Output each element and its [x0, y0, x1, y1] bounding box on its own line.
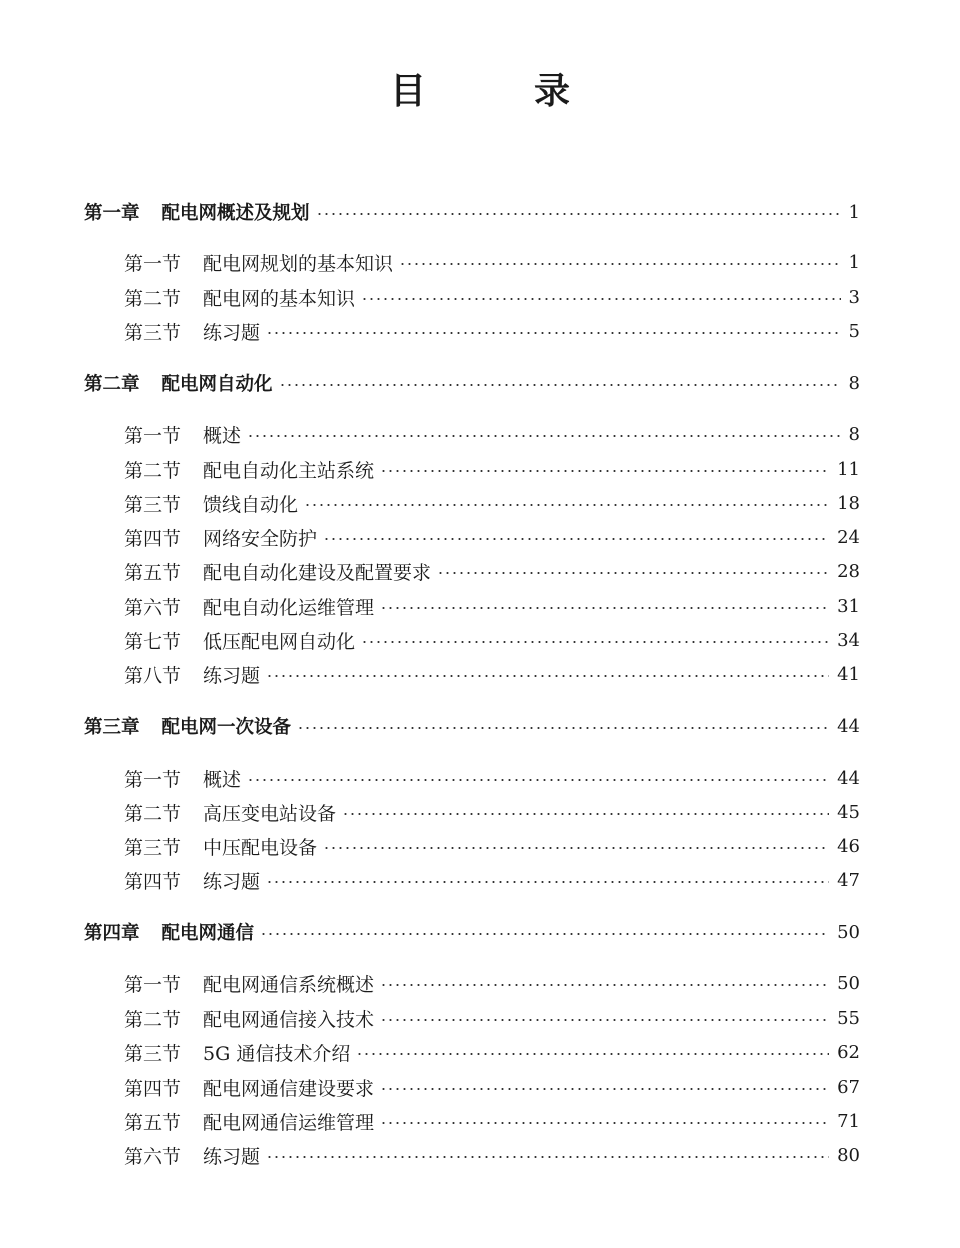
chapter-number: 第二章	[84, 374, 140, 395]
section-title: 练习题	[203, 664, 261, 687]
section-title: 配电网通信建设要求	[203, 1077, 375, 1100]
toc-section-entry[interactable]	[0, 247, 960, 277]
page-number: 41	[837, 663, 860, 685]
toc-section-entry[interactable]	[0, 556, 960, 586]
page-number: 71	[837, 1110, 860, 1132]
section-number: 第三节	[124, 1042, 182, 1065]
toc-section-entry[interactable]	[0, 797, 960, 827]
section-number: 第一节	[124, 768, 182, 791]
section-number: 第二节	[124, 459, 182, 482]
section-number: 第六节	[124, 596, 182, 619]
toc-section-entry[interactable]	[0, 659, 960, 689]
toc-section-entry[interactable]	[0, 591, 960, 621]
section-title: 概述	[203, 424, 242, 447]
dot-leader	[323, 847, 829, 849]
section-title: 配电网的基本知识	[203, 287, 356, 310]
dot-leader	[361, 298, 841, 300]
chapter-number: 第四章	[84, 923, 140, 944]
dot-leader	[266, 1156, 829, 1158]
section-title: 配电网规划的基本知识	[203, 252, 394, 275]
dot-leader	[380, 607, 829, 609]
toc-section-entry[interactable]	[0, 522, 960, 552]
section-number: 第五节	[124, 561, 182, 584]
section-number: 第一节	[124, 973, 182, 996]
chapter-title: 配电网自动化	[161, 374, 273, 395]
toc-section-entry[interactable]	[0, 968, 960, 998]
section-title: 配电网通信系统概述	[203, 973, 375, 996]
toc-section-entry[interactable]	[0, 419, 960, 449]
section-title: 中压配电设备	[203, 836, 318, 859]
section-title: 配电自动化运维管理	[203, 596, 375, 619]
section-number: 第四节	[124, 870, 182, 893]
section-title: 网络安全防护	[203, 527, 318, 550]
page-number: 28	[837, 560, 860, 582]
page-number: 50	[837, 921, 860, 943]
section-title: 配电网通信运维管理	[203, 1111, 375, 1134]
toc-section-entry[interactable]	[0, 625, 960, 655]
page-number: 11	[837, 458, 860, 480]
section-number: 第四节	[124, 1077, 182, 1100]
toc-chapter-entry[interactable]	[0, 711, 960, 741]
toc-section-entry[interactable]	[0, 1140, 960, 1170]
section-title: 配电自动化建设及配置要求	[203, 561, 432, 584]
section-title: 5G 通信技术介绍	[203, 1042, 351, 1065]
page-number: 67	[837, 1076, 860, 1098]
section-number: 第六节	[124, 1145, 182, 1168]
dot-leader	[380, 470, 829, 472]
dot-leader	[323, 538, 829, 540]
dot-leader	[316, 213, 841, 215]
page-number: 80	[837, 1144, 860, 1166]
toc-section-entry[interactable]	[0, 454, 960, 484]
section-number: 第三节	[124, 493, 182, 516]
page-number: 44	[837, 715, 860, 737]
dot-leader	[297, 727, 829, 729]
section-number: 第二节	[124, 802, 182, 825]
toc-section-entry[interactable]	[0, 316, 960, 346]
dot-leader	[279, 384, 841, 386]
section-number: 第二节	[124, 287, 182, 310]
page-number: 47	[837, 869, 860, 891]
page-number: 5	[848, 320, 860, 342]
section-title: 练习题	[203, 1145, 261, 1168]
dot-leader	[247, 435, 841, 437]
dot-leader	[380, 984, 829, 986]
page-number: 24	[837, 526, 860, 548]
toc-section-entry[interactable]	[0, 1003, 960, 1033]
section-number: 第二节	[124, 1008, 182, 1031]
toc-section-entry[interactable]	[0, 865, 960, 895]
section-title: 低压配电网自动化	[203, 630, 356, 653]
page-number: 44	[837, 767, 860, 789]
page-number: 62	[837, 1041, 860, 1063]
section-title: 概述	[203, 768, 242, 791]
toc-section-entry[interactable]	[0, 763, 960, 793]
toc-chapter-entry[interactable]	[0, 197, 960, 227]
toc-section-entry[interactable]	[0, 282, 960, 312]
section-title: 馈线自动化	[203, 493, 299, 516]
dot-leader	[380, 1019, 829, 1021]
toc-section-entry[interactable]	[0, 1037, 960, 1067]
chapter-title: 配电网一次设备	[161, 717, 292, 738]
section-title: 高压变电站设备	[203, 802, 337, 825]
chapter-title: 配电网概述及规划	[161, 203, 310, 224]
dot-leader	[304, 504, 829, 506]
dot-leader	[266, 881, 829, 883]
page-number: 31	[837, 595, 860, 617]
dot-leader	[380, 1122, 829, 1124]
dot-leader	[266, 332, 841, 334]
section-number: 第三节	[124, 836, 182, 859]
section-number: 第八节	[124, 664, 182, 687]
toc-section-entry[interactable]	[0, 488, 960, 518]
dot-leader	[342, 813, 829, 815]
dot-leader	[247, 779, 829, 781]
page-number: 45	[837, 801, 860, 823]
section-title: 配电网通信接入技术	[203, 1008, 375, 1031]
section-number: 第四节	[124, 527, 182, 550]
page-number: 1	[848, 201, 860, 223]
chapter-number: 第一章	[84, 203, 140, 224]
page-number: 18	[837, 492, 860, 514]
section-number: 第三节	[124, 321, 182, 344]
toc-section-entry[interactable]	[0, 1106, 960, 1136]
dot-leader	[399, 263, 841, 265]
section-number: 第五节	[124, 1111, 182, 1134]
page-number: 3	[848, 286, 860, 308]
chapter-number: 第三章	[84, 717, 140, 738]
section-number: 第七节	[124, 630, 182, 653]
dot-leader	[266, 675, 829, 677]
dot-leader	[437, 572, 829, 574]
page-title: 目 录	[389, 71, 606, 112]
toc-chapter-entry[interactable]	[0, 917, 960, 947]
dot-leader	[260, 933, 829, 935]
section-title: 配电自动化主站系统	[203, 459, 375, 482]
toc-chapter-entry[interactable]	[0, 368, 960, 398]
page-number: 1	[848, 251, 860, 273]
toc-section-entry[interactable]	[0, 1072, 960, 1102]
section-title: 练习题	[203, 321, 261, 344]
chapter-title: 配电网通信	[161, 923, 255, 944]
dot-leader	[356, 1053, 829, 1055]
page-number: 8	[848, 372, 860, 394]
page-number: 8	[848, 423, 860, 445]
page-number: 34	[837, 629, 860, 651]
page-number: 46	[837, 835, 860, 857]
dot-leader	[380, 1088, 829, 1090]
toc-section-entry[interactable]	[0, 831, 960, 861]
page-number: 55	[837, 1007, 860, 1029]
dot-leader	[361, 641, 829, 643]
section-title: 练习题	[203, 870, 261, 893]
section-number: 第一节	[124, 252, 182, 275]
page-number: 50	[837, 972, 860, 994]
section-number: 第一节	[124, 424, 182, 447]
